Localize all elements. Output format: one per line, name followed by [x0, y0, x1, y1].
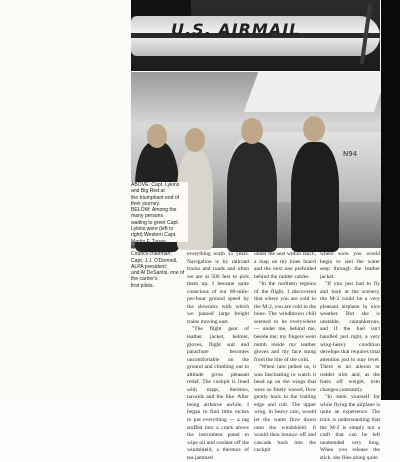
paragraph: "If you just had to fly and look at the scenery, the M-2 could be a very pleasant airplane in nice weather. But she is unstable, cantankerous, and if the fuel isn't handled just right, a very wing-heavy condition develops that requires total attention just to stay level. There is no aileron or rudder trim and, as the fuels off weight, trim changes constantly.	[320, 281, 380, 393]
caption-line: BELOW: Among the many persons	[131, 207, 177, 220]
paragraph: where soon you would begin to reel the water seep through the leather jacket.	[320, 251, 380, 280]
paragraph: under the seat within reach, a map on my knee board and the next one prefolded behind the rudder cables.	[254, 251, 316, 280]
paragraph: "The flight gear of leather jacket, helmet, gloves, flight suit and parachute becomes uncomfortable on the ground and climbing out to altitude gives pleasant relief. The cockpit is lined with maps, thermos, navaids and the like. After being airborne awhile, I began to find little niches to put everything — a rag stuffed into a crack above the instrument panel to wipe oil and coolant off the windshield, a thermos of tea jammed	[187, 326, 249, 461]
caption-line: and Al DeSantis, one of the carrier's	[131, 270, 185, 283]
person-3-head	[241, 118, 263, 144]
caption-line: the triumphant end of their journey.	[131, 194, 180, 207]
person-4	[291, 142, 339, 252]
body-col-1	[187, 251, 249, 461]
body-col-3	[320, 251, 380, 461]
person-1-head	[147, 124, 167, 148]
paragraph: everything north 15 years. Navigation is by railroad tracks and roads and often we are at 500 feet to pick them up. I became quite conscious of our 80-mile-per-hour ground speed by the slowness with which we 'passed' large freight trains moving east.	[187, 251, 249, 325]
body-col-2	[254, 251, 316, 454]
paragraph: "When rain pelted us, it was fascinating to watch it bead up on the wings that were so finely waxed, flow gently back to the trailing edge and roll. The upper wing, in heavy rain, would let the water flow down onto the windshield. It would then bounce off and cascade back into the cockpit	[254, 364, 316, 454]
plane-wing	[244, 72, 389, 112]
caption-line: ABOVE: Capt. Lykins and Big Red at	[131, 182, 180, 195]
plane-registration: N94	[343, 150, 358, 158]
caption-line: first pilots.	[131, 282, 154, 289]
caption-line: Master Executive Council chairman;	[131, 244, 172, 258]
plane-marking: U.S. AIRMAIL	[171, 20, 301, 39]
caption-line: right) Western Capt. Martin F. Tynan,	[131, 232, 177, 245]
airmail-plane-photo	[131, 0, 380, 71]
wing-shadow	[131, 0, 191, 16]
paragraph: "In stem yourself for while flying the airplane is quite an experience. The trick is understanding that the M-2 is simply not a craft that can be left unattended very long. When you release the stick, she flies along quite	[320, 394, 380, 461]
person-2-head	[185, 128, 205, 152]
paragraph: "In the northern regions of the flight, I discovered that where you are cold in the M-2, you are cold to the bone. The windblown chill seemed to be everywhere — under me, behind me, beside me; my fingers went numb inside my leather gloves and my face stung from the bite of the cold.	[254, 281, 316, 363]
caption-lines	[131, 182, 187, 289]
page-edge-strip	[381, 0, 400, 400]
person-3	[227, 142, 277, 252]
caption-line: Capt. J.J. O'Donnell, ALPA president;	[131, 257, 178, 270]
person-4-head	[303, 116, 325, 142]
caption-line: waiting to greet Capt. Lykins were (left to	[131, 219, 180, 233]
